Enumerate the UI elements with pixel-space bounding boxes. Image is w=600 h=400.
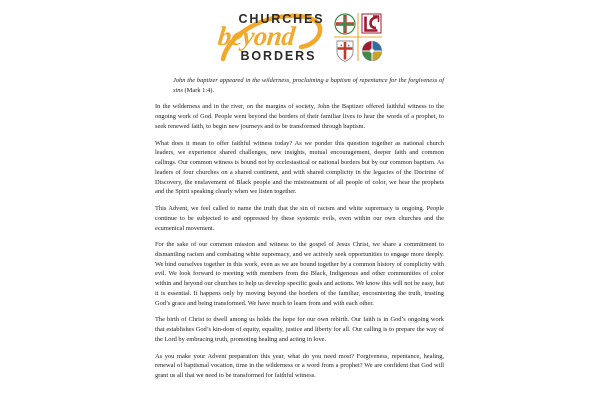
lutheran-lc-emblem — [362, 14, 381, 33]
emblem-grid-icon — [332, 11, 384, 63]
scripture-epigraph — [173, 76, 444, 95]
letter-paragraph-4: For the sake of our common mission and witness to the gospel of Jesus Christ, we share a commitment to dismantling racism and combating white supremacy, and we actively seek opportunities to engage more deeply. We bind ourselves together in this work, even as we are bound together by a common history of complicity with evil. We look forward to meeting with members from the Black, Indigenous and other communities of color within and beyond our churches to help us develop specific goals and actions. We know this will not be easy, but it is essential. It happens only by moving beyond the borders of the familiar, encountering the truth, trusting God’s grace and being transformed. We have much to learn from and with each other. — [155, 241, 444, 307]
epigraph-reference: (Mark 1:4). — [184, 86, 215, 94]
letter-body — [155, 76, 444, 381]
logo-text-beyond: beyond — [215, 21, 296, 51]
masthead — [0, 0, 600, 63]
denomination-emblems — [332, 11, 384, 63]
logo-wordmark — [217, 11, 329, 63]
anglican-shield-emblem — [337, 41, 353, 62]
letter-paragraph-3: This Advent, we feel called to name the truth that the sin of racism and white supremacy is ongoing. People continue to be subjected to and oppressed by these systemic evils, even within our own churches and the ecumenical movement. — [155, 205, 444, 232]
united-church-roundel-emblem — [362, 41, 381, 60]
letter-paragraph-1: In the wilderness and in the river, on the margins of society, John the Baptizer offered faithful witness to the ongoing work of God. People went beyond the borders of their familiar lives to hear the words of a prophet, to seek renewed faith, to begin new journeys and to be transformed through baptism. — [155, 103, 444, 130]
logo-text-churches: CHURCHES — [238, 12, 325, 26]
churches-beyond-borders-logo — [217, 11, 384, 63]
letter-paragraph-6: As you make your Advent preparation this year, what do you need most? Forgiveness, repentance, healing, renewal of baptismal vocation, time in the wilderness or a word from a prophet? We are confident that God will grant us all that we need to be transformed for faithful witness. — [155, 352, 444, 380]
letter-paragraph-2: What does it mean to offer faithful witness today? As we ponder this question together as national church leaders, we experience shared challenges, new insights, mutual encouragement, deeper faith and common callings. Our common witness is bound not by ecclesiastical or national borders but by our common baptism. As leaders of four churches on a shared continent, and with shared complicity in the legacies of the Doctrine of Discovery, the enslavement of Black people and the mistreatment of all people of color, we hear the prophets and the Spirit speaking clearly when we listen together. — [155, 139, 444, 196]
letter-paragraph-5: The birth of Christ to dwell among us holds the hope for our own rebirth. Our faith is in God’s ongoing work that establishes God’s kin-dom of equity, equality, justice and liberty for all. Our calling is to prepare the way of the Lord by embracing truth, promoting healing and acting in love. — [155, 316, 444, 343]
epigraph-text: John the baptizer appeared in the wilderness, proclaiming a baptism of repentance for the forgiveness of sins — [173, 77, 444, 94]
green-cross-emblem — [335, 14, 355, 34]
logo-text-borders: BORDERS — [240, 49, 317, 63]
